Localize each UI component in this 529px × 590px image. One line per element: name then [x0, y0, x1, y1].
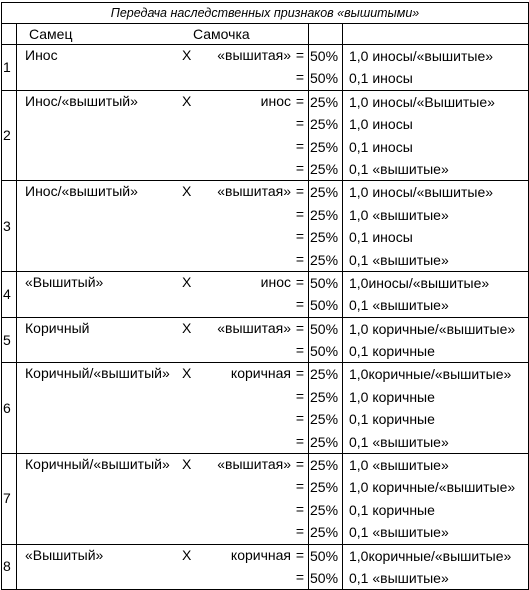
equals-sign: =	[295, 137, 304, 154]
header-index-cell	[2, 24, 17, 45]
cross-line	[17, 318, 308, 340]
cross-line	[17, 113, 308, 135]
table-title: Передача наследственных признаков «вышитыми»	[2, 3, 529, 24]
cross-symbol: X	[182, 183, 192, 200]
percent-cell	[309, 317, 343, 363]
cross-line	[17, 91, 308, 113]
offspring-percent: 50%	[310, 274, 339, 291]
equals-sign: =	[295, 115, 304, 132]
equals-sign: =	[295, 47, 304, 63]
offspring-percent: 25%	[310, 184, 339, 201]
offspring-result: 1,0 иносы/«Вышитые»	[349, 93, 495, 110]
cross-line	[17, 181, 308, 203]
percent-cell	[309, 544, 343, 590]
offspring-percent: 25%	[310, 138, 339, 155]
cross-line	[17, 545, 308, 567]
cross-row	[2, 45, 529, 91]
offspring-result: 0,1 «вышитые»	[349, 297, 449, 314]
offspring-percent: 25%	[310, 251, 339, 268]
header-percent-cell	[309, 24, 343, 45]
cross-number: 5	[2, 317, 17, 363]
cross-number: 3	[2, 181, 17, 272]
cross-line	[17, 294, 308, 316]
offspring-result: 1,0 иносы/«вышитые»	[349, 184, 494, 201]
cross-symbol: X	[182, 47, 192, 63]
cross-line	[17, 340, 308, 362]
cross-row	[2, 317, 529, 363]
offspring-percent: 50%	[310, 70, 339, 87]
cross-number: 6	[2, 363, 17, 454]
cross-cell	[17, 454, 309, 545]
offspring-percent: 25%	[310, 388, 339, 405]
offspring-result: 1,0 коричные	[349, 388, 435, 405]
cross-cell	[17, 544, 309, 590]
cross-line	[17, 226, 308, 248]
offspring-percent: 50%	[310, 320, 339, 337]
cross-number: 4	[2, 271, 17, 317]
female-parent: «вышитая»	[217, 183, 291, 200]
result-cell	[343, 90, 529, 181]
offspring-percent: 50%	[310, 547, 339, 564]
offspring-percent: 25%	[310, 229, 339, 246]
offspring-percent: 50%	[310, 297, 339, 314]
equals-sign: =	[295, 456, 304, 473]
equals-sign: =	[295, 205, 304, 222]
offspring-percent: 25%	[310, 206, 339, 223]
percent-cell	[309, 90, 343, 181]
offspring-result: 1,0коричные/«вышитые»	[349, 547, 512, 564]
equals-sign: =	[295, 478, 304, 495]
cross-row	[2, 544, 529, 590]
cross-symbol: X	[182, 365, 192, 382]
cross-line	[17, 499, 308, 521]
result-cell	[343, 454, 529, 545]
male-parent: Коричный/«вышитый»	[25, 456, 170, 473]
offspring-percent: 25%	[310, 116, 339, 133]
offspring-result: 0,1 «вышитые»	[349, 160, 449, 177]
cross-number: 2	[2, 90, 17, 181]
equals-sign: =	[295, 365, 304, 382]
offspring-result: 0,1 «вышитые»	[349, 433, 449, 450]
cross-cell	[17, 90, 309, 181]
cross-symbol: X	[182, 546, 192, 563]
result-cell	[343, 181, 529, 272]
cross-line	[17, 454, 308, 476]
result-cell	[343, 271, 529, 317]
cross-row	[2, 454, 529, 545]
cross-cell	[17, 271, 309, 317]
equals-sign: =	[295, 546, 304, 563]
cross-cell	[17, 45, 309, 91]
cross-line	[17, 476, 308, 498]
equals-sign: =	[295, 228, 304, 245]
cross-symbol: X	[182, 319, 192, 336]
offspring-percent: 50%	[310, 48, 339, 64]
percent-cell	[309, 181, 343, 272]
male-parent: Коричный/«вышитый»	[25, 365, 170, 382]
cross-line	[17, 408, 308, 430]
equals-sign: =	[295, 273, 304, 290]
cross-row	[2, 90, 529, 181]
offspring-result: 0,1 коричные	[349, 411, 435, 428]
equals-sign: =	[295, 183, 304, 200]
cross-line	[17, 521, 308, 543]
male-parent: Коричный	[25, 319, 90, 336]
equals-sign: =	[295, 387, 304, 404]
cross-line	[17, 45, 308, 67]
female-parent: «вышитая»	[217, 47, 291, 63]
male-parent: «Вышитый»	[25, 273, 104, 290]
cross-row	[2, 181, 529, 272]
equals-sign: =	[295, 342, 304, 359]
offspring-percent: 25%	[310, 524, 339, 541]
offspring-result: 1,0иносы/«вышитые»	[349, 274, 490, 291]
offspring-percent: 50%	[310, 569, 339, 586]
offspring-result: 1,0 коричные/«вышитые»	[349, 479, 516, 496]
equals-sign: =	[295, 69, 304, 86]
offspring-percent: 25%	[310, 501, 339, 518]
offspring-result: 1,0 «вышитые»	[349, 457, 449, 474]
female-parent: коричная	[230, 546, 291, 563]
cross-line	[17, 136, 308, 158]
cross-line	[17, 363, 308, 385]
offspring-result: 0,1 «вышитые»	[349, 569, 449, 586]
header-female: Самочка	[193, 26, 250, 42]
offspring-result: 0,1 «вышитые»	[349, 524, 449, 541]
offspring-result: 1,0 коричные/«вышитые»	[349, 320, 516, 337]
cross-line	[17, 204, 308, 226]
result-cell	[343, 544, 529, 590]
cross-row	[2, 271, 529, 317]
percent-cell	[309, 454, 343, 545]
cross-line	[17, 567, 308, 589]
offspring-percent: 25%	[310, 479, 339, 496]
equals-sign: =	[295, 159, 304, 176]
percent-cell	[309, 271, 343, 317]
female-parent: инос	[260, 92, 291, 109]
inheritance-table	[1, 2, 529, 590]
offspring-percent: 25%	[310, 411, 339, 428]
header-cross-cell	[17, 24, 309, 45]
equals-sign: =	[295, 92, 304, 109]
header-male: Самец	[29, 26, 73, 42]
cross-cell	[17, 317, 309, 363]
equals-sign: =	[295, 319, 304, 336]
title-row	[2, 3, 529, 24]
equals-sign: =	[295, 568, 304, 585]
cross-line	[17, 249, 308, 271]
offspring-percent: 25%	[310, 433, 339, 450]
cross-symbol: X	[182, 92, 192, 109]
cross-line	[17, 158, 308, 180]
offspring-percent: 25%	[310, 93, 339, 110]
percent-cell	[309, 363, 343, 454]
male-parent: Инос/«вышитый»	[25, 92, 138, 109]
cross-number: 8	[2, 544, 17, 590]
cross-line	[17, 431, 308, 453]
offspring-result: 0,1 коричные	[349, 501, 435, 518]
equals-sign: =	[295, 523, 304, 540]
equals-sign: =	[295, 410, 304, 427]
header-result-cell	[343, 24, 529, 45]
offspring-percent: 50%	[310, 343, 339, 360]
offspring-result: 0,1 «вышитые»	[349, 251, 449, 268]
result-cell	[343, 317, 529, 363]
female-parent: «вышитая»	[217, 319, 291, 336]
cross-line	[17, 272, 308, 294]
offspring-result: 1,0 иносы	[349, 116, 413, 133]
equals-sign: =	[295, 250, 304, 267]
result-cell	[343, 363, 529, 454]
cross-cell	[17, 363, 309, 454]
cross-number: 1	[2, 45, 17, 91]
inheritance-table-wrapper	[1, 2, 528, 590]
offspring-result: 1,0 «вышитые»	[349, 206, 449, 223]
equals-sign: =	[295, 500, 304, 517]
cross-row	[2, 363, 529, 454]
cross-line	[17, 386, 308, 408]
offspring-result: 0,1 иносы	[349, 229, 413, 246]
female-parent: коричная	[230, 365, 291, 382]
female-parent: инос	[260, 273, 291, 290]
cross-line	[17, 67, 308, 89]
male-parent: «Вышитый»	[25, 546, 104, 563]
offspring-result: 0,1 иносы	[349, 70, 413, 87]
male-parent: Инос	[25, 47, 58, 63]
result-cell	[343, 45, 529, 91]
male-parent: Инос/«вышитый»	[25, 183, 138, 200]
female-parent: «вышитая»	[217, 456, 291, 473]
cross-symbol: X	[182, 456, 192, 473]
header-row	[2, 24, 529, 45]
equals-sign: =	[295, 432, 304, 449]
offspring-percent: 25%	[310, 366, 339, 383]
offspring-result: 1,0 иносы/«вышитые»	[349, 48, 494, 64]
cross-cell	[17, 181, 309, 272]
offspring-result: 0,1 иносы	[349, 138, 413, 155]
cross-number: 7	[2, 454, 17, 545]
offspring-result: 1,0коричные/«вышитые»	[349, 366, 512, 383]
offspring-percent: 25%	[310, 457, 339, 474]
offspring-percent: 25%	[310, 160, 339, 177]
offspring-result: 0,1 коричные	[349, 343, 435, 360]
equals-sign: =	[295, 296, 304, 313]
percent-cell	[309, 45, 343, 91]
cross-symbol: X	[182, 273, 192, 290]
